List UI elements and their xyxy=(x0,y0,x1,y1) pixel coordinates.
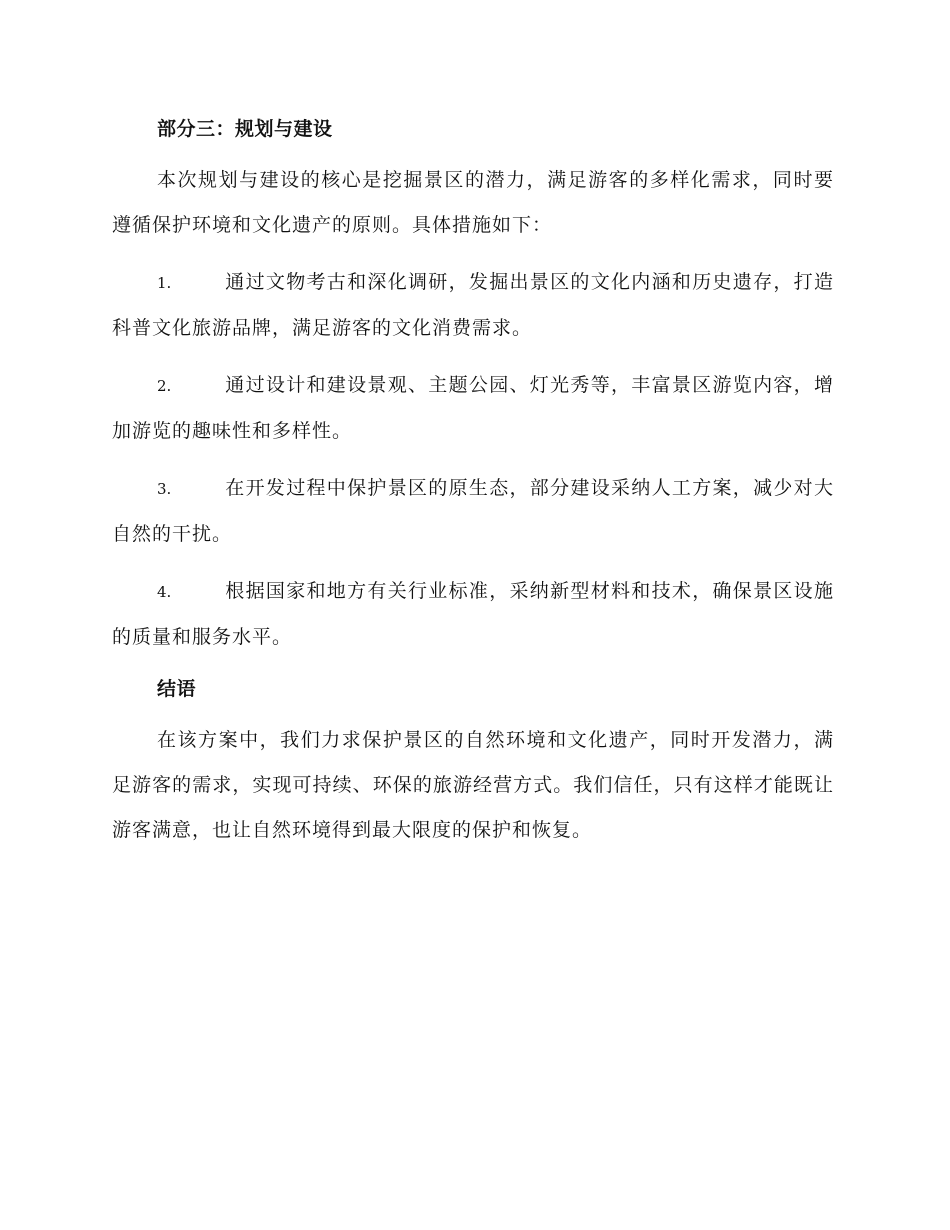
list-item-number: 2. xyxy=(157,377,172,395)
list-item xyxy=(112,569,834,660)
list-item-text: 通过文物考古和深化调研，发掘出景区的文化内涵和历史遗存，打造科普文化旅游品牌，满足游客的文化消费需求。 xyxy=(112,271,834,339)
list-item-text: 通过设计和建设景观、主题公园、灯光秀等，丰富景区游览内容，增加游览的趣味性和多样性。 xyxy=(112,374,834,442)
conclusion-heading: 结语 xyxy=(157,678,197,700)
section-heading: 部分三：规划与建设 xyxy=(157,118,333,140)
conclusion-paragraph: 在该方案中，我们力求保护景区的自然环境和文化遗产，同时开发潜力，满足游客的需求，实现可持续、环保的旅游经营方式。我们信任，只有这样才能既让游客满意，也让自然环境得到最大限度的保护和恢复。 xyxy=(112,729,834,841)
list-item-number: 3. xyxy=(157,480,172,498)
list-item-text: 在开发过程中保护景区的原生态，部分建设采纳人工方案，减少对大自然的干扰。 xyxy=(112,477,834,545)
list-item xyxy=(112,260,834,351)
section-intro-paragraph: 本次规划与建设的核心是挖掘景区的潜力，满足游客的多样化需求，同时要遵循保护环境和文化遗产的原则。具体措施如下： xyxy=(112,169,834,236)
list-item-number: 4. xyxy=(157,583,172,601)
list-item xyxy=(112,466,834,557)
list-item xyxy=(112,363,834,454)
list-item-text: 根据国家和地方有关行业标准，采纳新型材料和技术，确保景区设施的质量和服务水平。 xyxy=(112,580,834,648)
list-item-number: 1. xyxy=(157,274,172,292)
document-body xyxy=(112,112,834,853)
